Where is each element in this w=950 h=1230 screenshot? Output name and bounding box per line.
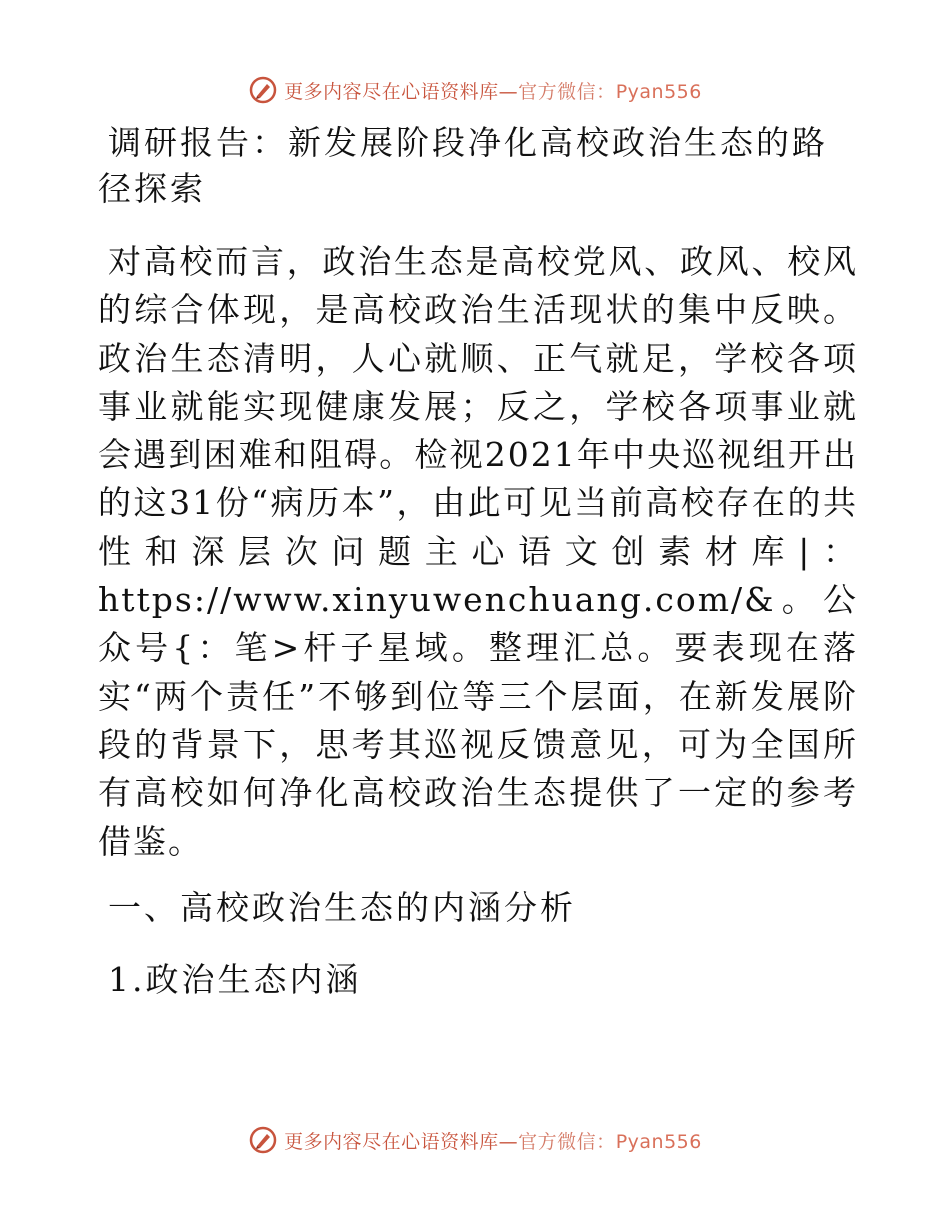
subsection-heading: 1.政治生态内涵 [108,959,362,999]
watermark-separator: — [498,80,519,103]
body-paragraph: 对高校而言，政治生态是高校党风、政风、校风的综合体现，是高校政治生活现状的集中反映。政治生态清明，人心就顺、正气就足，学校各项事业就能实现健康发展；反之，学校各项事业就会遇到困难和阻碍。检视2021年中央巡视组开出的这31份“病历本”，由此可见当前高校存在的共性和深层次问题主心语文创素材库|：https://www.xinyuwenchuang.com/&。公众号{：笔>杆子星域。整理汇总。要表现在落实“两个责任”不够到位等三个层面，在新发展阶段的背景下，思考其巡视反馈意见，可为全国所有高校如何净化高校政治生态提供了一定的参考借鉴。 [98,242,858,861]
document-title: 调研报告：新发展阶段净化高校政治生态的路径探索 [98,123,828,208]
section-heading: 一、高校政治生态的内涵分析 [108,887,576,927]
pen-logo-icon [248,75,278,105]
watermark-separator: — [498,1130,519,1153]
watermark-wechat-id: Pyan556 [615,80,702,103]
watermark-wechat-id: Pyan556 [615,1130,702,1153]
watermark-banner-bottom [0,1120,950,1160]
watermark-sub-text: 官方微信： [518,80,616,103]
pen-logo-icon [248,1125,278,1155]
watermark-main-text: 更多内容尽在心语资料库 [284,80,499,103]
watermark-sub-text: 官方微信： [518,1130,616,1153]
document-body [98,120,858,1028]
watermark-banner-top [0,70,950,110]
watermark-main-text: 更多内容尽在心语资料库 [284,1130,499,1153]
